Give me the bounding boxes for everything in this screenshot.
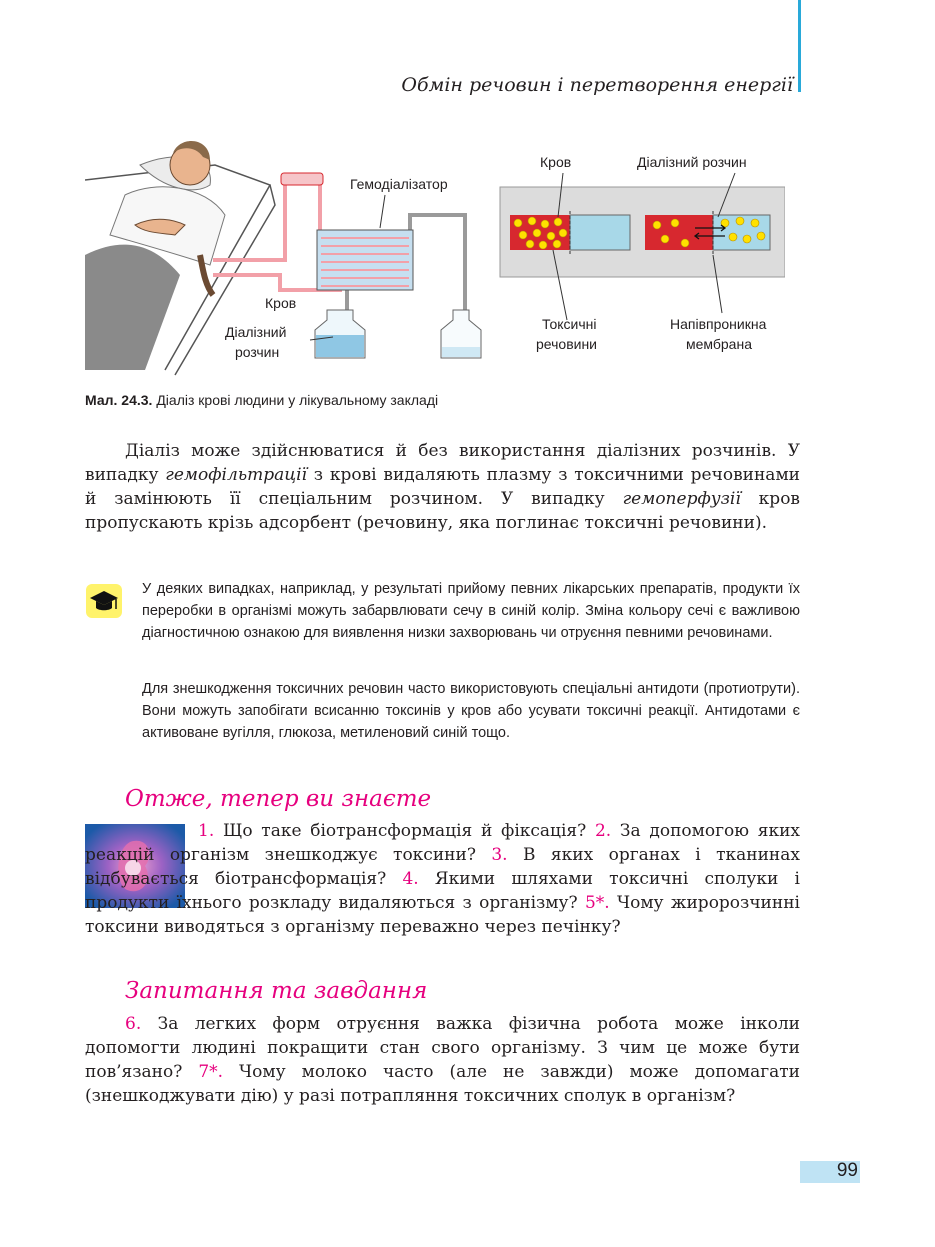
summary-title: Отже, тепер ви знаєте <box>125 786 432 812</box>
label-blood-right: Кров <box>540 154 572 170</box>
summary-num-4: 4. <box>402 869 419 889</box>
questions-title: Запитання та завдання <box>125 978 428 1004</box>
paragraph-text-3: кров пропускають крізь адсорбент (речовину, яка поглинає токсичні речовини). <box>85 489 800 533</box>
question-num-6: 6. <box>125 1014 142 1034</box>
term-hemoperfusion: гемоперфузії <box>622 489 741 509</box>
label-toxic-line2: речовини <box>536 336 597 352</box>
summary-text-4: Якими шляхами токсичні сполуки і продукти їхнього розкладу видаляються з організму? <box>85 869 800 913</box>
caption-label: Мал. 24.3. <box>85 392 153 408</box>
note-paragraph-2 <box>142 678 800 744</box>
label-membrane-line2: мембрана <box>686 336 752 352</box>
term-hemofiltration: гемофільтрації <box>165 465 307 485</box>
summary-text-2: За допомогою яких реакцій організм знешкоджує токсини? <box>85 821 801 865</box>
label-dialysate-right: Діалізний розчин <box>637 154 747 170</box>
hemodialyzer <box>317 230 413 290</box>
dialysate-bottle <box>315 310 365 358</box>
label-dialysate-line1: Діалізний <box>225 324 287 340</box>
summary-num-1: 1. <box>198 821 215 841</box>
waste-bottle <box>441 310 481 358</box>
label-hemodialyzer: Гемодіалізатор <box>350 176 448 192</box>
questions-paragraph <box>85 1012 800 1108</box>
paragraph-text-2: з крові видаляють плазму з токсичними речовинами й замінюють її спеціальним розчином. У випадку <box>85 465 800 509</box>
question-text-6: За легких форм отруєння важка фізична робота може інколи допомогти людині покращити стан свого організму. З чим це може бути пов’язано? <box>85 1014 800 1082</box>
summary-text-3: В яких органах і тканинах відбувається біотрансформація? <box>85 845 800 889</box>
summary-text-5: Чому жиророзчинні токсини виводяться з організму переважно через печінку? <box>85 893 800 937</box>
label-blood-left: Кров <box>265 295 297 311</box>
note-paragraph-1 <box>142 578 800 644</box>
summary-num-3: 3. <box>491 845 508 865</box>
body-paragraph <box>85 439 800 535</box>
note-text-2: Для знешкодження токсичних речовин часто використовують спеціальні антидоти (протиотрути). Вони можуть запобігати всисанню токсинів у кров або усувати токсичні реакції. Антидотами є активоване вугілля, глюкоза, метиленовий синій тощо. <box>142 681 800 741</box>
header-accent-bar <box>798 0 801 92</box>
summary-paragraph <box>85 819 800 939</box>
paragraph-text-1: Діаліз може здійснюватися й без використання діалізних розчинів. У випадку <box>85 441 800 485</box>
running-title: Обмін речовин і перетворення енергії <box>401 74 793 96</box>
label-toxic-line1: Токсичні <box>542 316 597 332</box>
caption-text: Діаліз крові людини у лікувальному закладі <box>152 392 439 408</box>
label-dialysate-line2: розчин <box>235 344 280 360</box>
label-membrane-line1: Напівпроникна <box>670 316 767 332</box>
graduation-cap-icon <box>86 584 122 618</box>
summary-text-1: Що таке біотрансформація й фіксація? <box>214 821 595 841</box>
drip-chamber <box>281 173 323 185</box>
dialysis-figure <box>85 125 785 385</box>
page-number: 99 <box>836 1160 858 1181</box>
question-num-7: 7*. <box>198 1062 224 1082</box>
summary-num-2: 2. <box>594 821 612 841</box>
figure-caption <box>85 392 438 408</box>
question-text-7: Чому молоко часто (але не завжди) може допомагати (знешкоджувати дію) у разі потрапляння токсичних сполук в організм? <box>85 1062 800 1106</box>
membrane-diagram <box>500 187 785 277</box>
summary-num-5: 5*. <box>584 893 610 913</box>
note-text-1: У деяких випадках, наприклад, у результаті прийому певних лікарських препаратів, продукти їх переробки в організмі можуть забарвлювати сечу в синій колір. Зміна кольору сечі є важливою діагностичною ознакою для виявлення низки захворювань чи отруєння певними речовинами. <box>142 581 800 641</box>
